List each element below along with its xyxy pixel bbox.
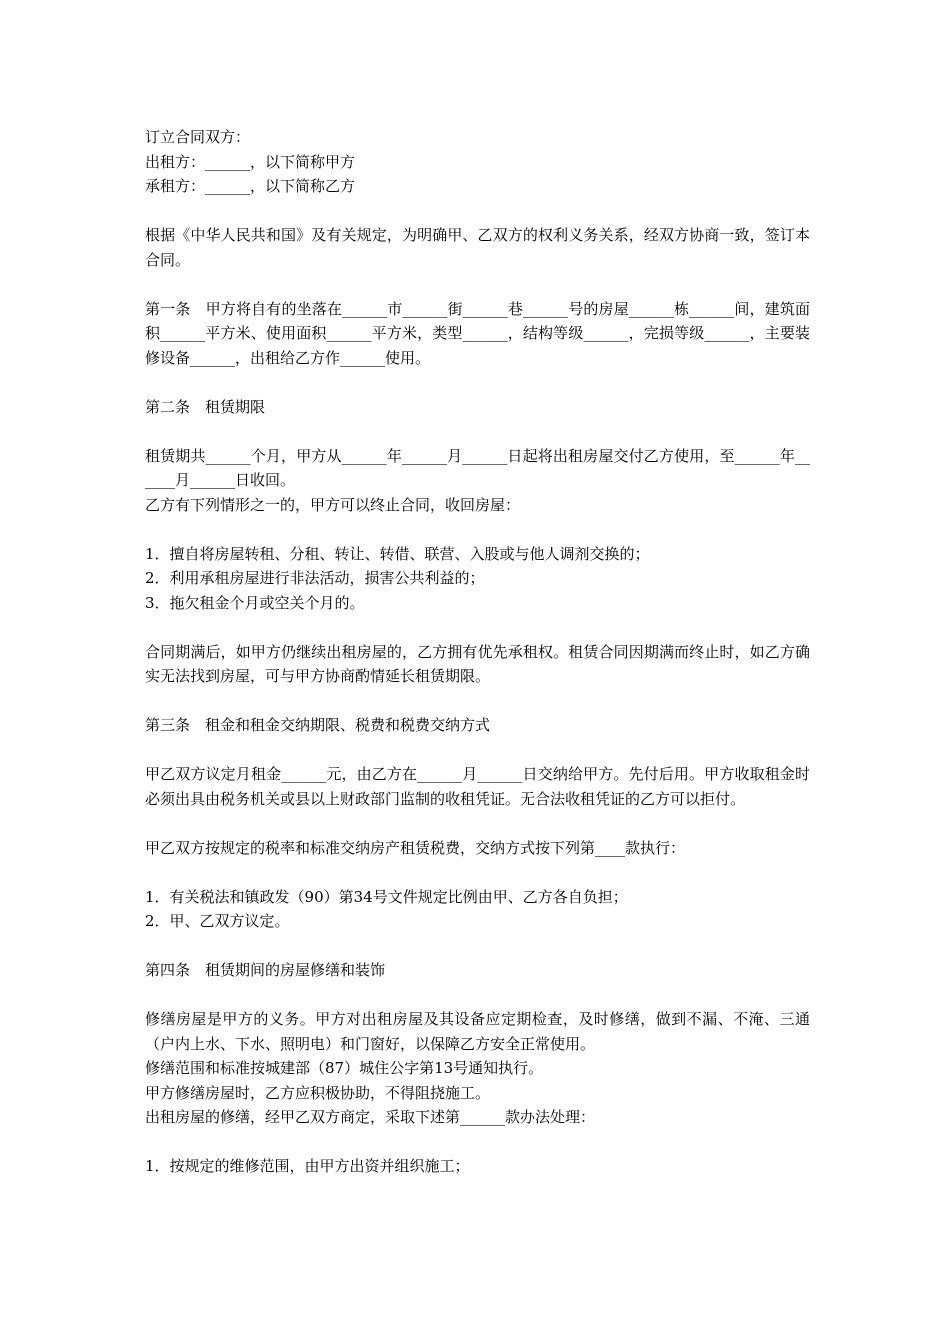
preamble-paragraph: 根据《中华人民共和国》及有关规定，为明确甲、乙双方的权利义务关系，经双方协商一致，签订本合同。 xyxy=(145,226,810,269)
document-body xyxy=(145,125,810,1179)
article4-paragraph-1: 修缮房屋是甲方的义务。甲方对出租房屋及其设备应定期检查，及时修缮，做到不漏、不淹、三通（户内上水、下水、照明电）和门窗好，以保障乙方安全正常使用。 xyxy=(145,1010,810,1053)
article4-paragraph-4: 出租房屋的修缮，经甲乙双方商定，采取下述第______款办法处理： xyxy=(145,1108,596,1126)
lessee-line: 承租方：______，以下简称乙方 xyxy=(145,177,356,195)
article2-title: 第二条 租赁期限 xyxy=(145,397,266,416)
article2-paragraph-2: 乙方有下列情形之一的，甲方可以终止合同，收回房屋： xyxy=(145,495,521,514)
lessor-line: 出租方：______，以下简称甲方 xyxy=(145,152,356,171)
article3-item-2: 2．甲、乙双方议定。 xyxy=(145,912,290,930)
article3-title: 第三条 租金和租金交纳期限、税费和税费交纳方式 xyxy=(145,716,491,734)
article3-paragraph-1: 甲乙双方议定月租金______元，由乙方在______月______日交纳给甲方。先付后用。甲方收取租金时必须出具由税务机关或县以上财政部门监制的收租凭证。无合法收租凭证的乙方可以拒付。 xyxy=(145,765,810,808)
article2-paragraph-1: 租赁期共______个月，甲方从______年______月______日起将出租房屋交付乙方使用，至______年______月______日收回。 xyxy=(145,446,810,489)
article2-item-3: 3．拖欠租金个月或空关个月的。 xyxy=(145,593,365,612)
article4-paragraph-3: 甲方修缮房屋时，乙方应积极协助，不得阻挠施工。 xyxy=(145,1083,491,1102)
parties-intro: 订立合同双方： xyxy=(145,128,251,146)
article4-title: 第四条 租赁期间的房屋修缮和装饰 xyxy=(145,961,386,979)
article2-paragraph-3: 合同期满后，如甲方仍继续出租房屋的，乙方拥有优先承租权。租赁合同因期满而终止时，如乙方确实无法找到房屋，可与甲方协商酌情延长租赁期限。 xyxy=(145,642,810,685)
article3-paragraph-2: 甲乙双方按规定的税率和标准交纳房产租赁税费，交纳方式按下列第____款执行： xyxy=(145,838,686,857)
article1-paragraph: 第一条 甲方将自有的坐落在______市______街______巷______号的房屋______栋______间，建筑面积______平方米、使用面积______平方米，类型______，结构等级______，完损等级______，主要装修设备______，出租给乙方作______使用。 xyxy=(145,299,810,367)
article2-item-1: 1．擅自将房屋转租、分租、转让、转借、联营、入股或与他人调剂交换的； xyxy=(145,544,650,563)
article2-item-2: 2．利用承租房屋进行非法活动，损害公共利益的； xyxy=(145,569,485,587)
article3-item-1: 1．有关税法和镇政发（90）第34号文件规定比例由甲、乙方各自负担； xyxy=(145,887,628,906)
article4-item-1: 1．按规定的维修范围，由甲方出资并组织施工； xyxy=(145,1157,470,1175)
article4-paragraph-2: 修缮范围和标准按城建部（87）城住公字第13号通知执行。 xyxy=(145,1059,544,1077)
